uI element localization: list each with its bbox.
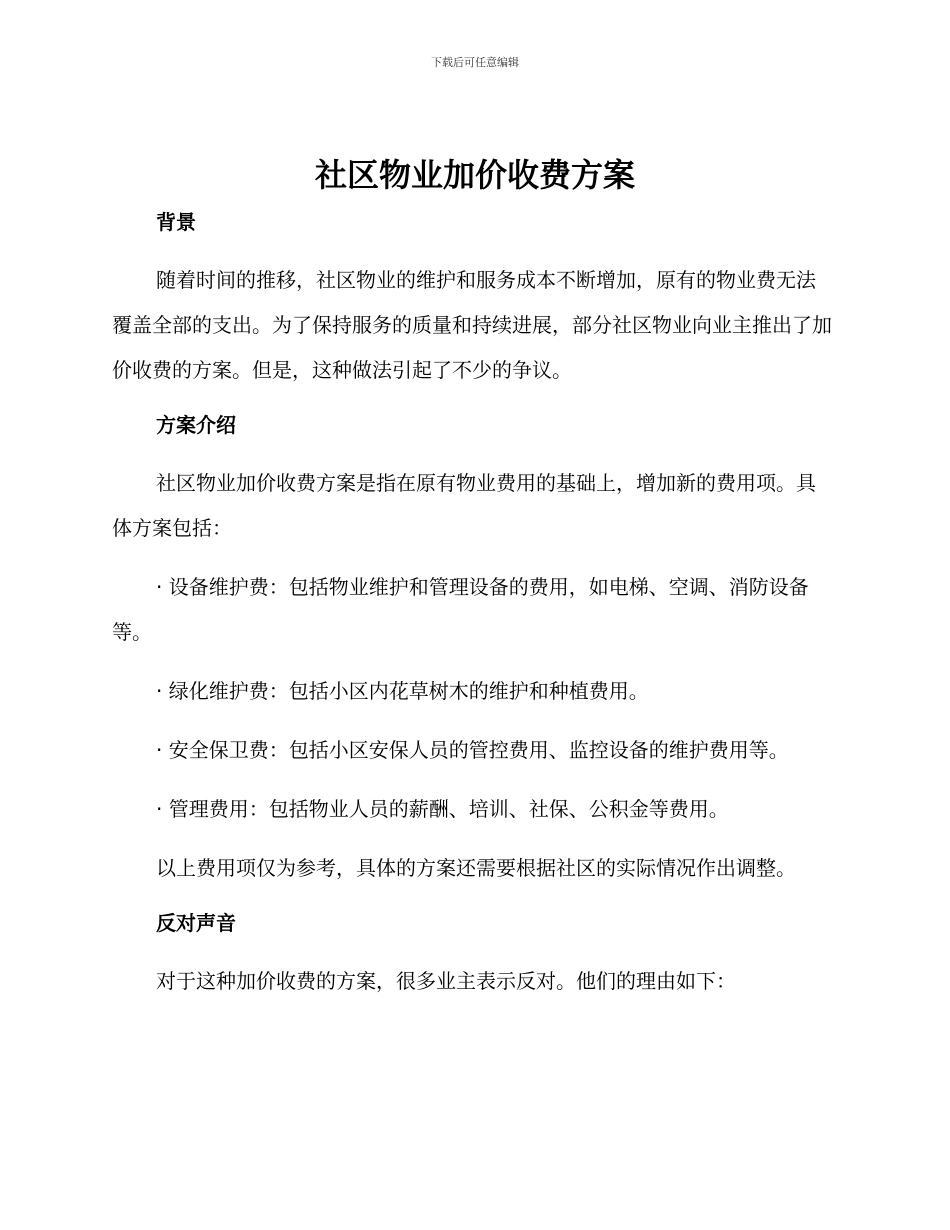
paragraph: 以上费用项仅为参考，具体的方案还需要根据社区的实际情况作出调整。	[156, 856, 796, 880]
section-plan-intro	[112, 407, 834, 891]
paragraph: 对于这种加价收费的方案，很多业主表示反对。他们的理由如下：	[156, 969, 736, 993]
section-heading: 方案介绍	[156, 413, 236, 437]
document-title: 社区物业加价收费方案	[314, 156, 635, 194]
list-item: · 安全保卫费：包括小区安保人员的管控费用、监控设备的维护费用等。	[156, 738, 789, 762]
list-item: · 管理费用：包括物业人员的薪酬、培训、社保、公积金等费用。	[156, 797, 729, 821]
section-opposition	[112, 905, 834, 1004]
document-body	[112, 204, 834, 1004]
section-heading: 背景	[156, 210, 196, 234]
paragraph: 社区物业加价收费方案是指在原有物业费用的基础上，增加新的费用项。具体方案包括：	[112, 471, 816, 540]
paragraph: 随着时间的推移，社区物业的维护和服务成本不断增加，原有的物业费无法覆盖全部的支出。为了保持服务的质量和持续进展，部分社区物业向业主推出了加价收费的方案。但是，这种做法引起了不少的争议。	[112, 268, 832, 382]
page-header-note: 下载后可任意编辑	[431, 56, 519, 69]
section-background	[112, 204, 834, 393]
section-heading: 反对声音	[156, 911, 236, 935]
list-item: · 设备维护费：包括物业维护和管理设备的费用，如电梯、空调、消防设备等。	[112, 575, 809, 644]
list-item: · 绿化维护费：包括小区内花草树木的维护和种植费用。	[156, 679, 649, 703]
